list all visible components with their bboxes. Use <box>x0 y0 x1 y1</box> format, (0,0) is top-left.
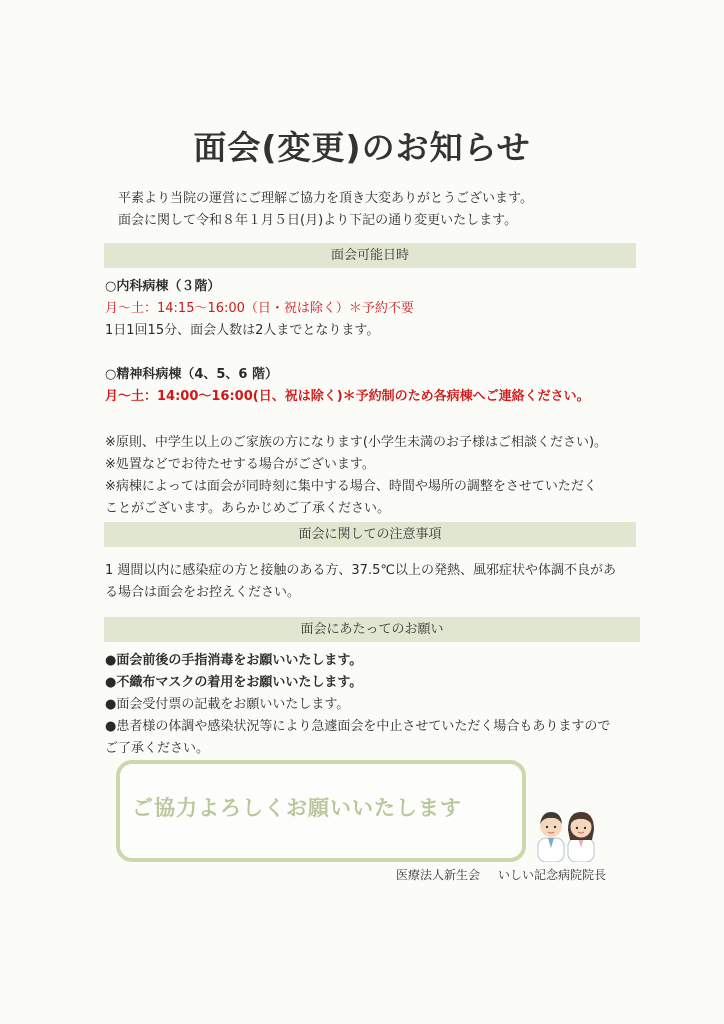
page-title: 面会(変更)のお知らせ <box>193 128 531 167</box>
intro-line: 面会に関して令和８年１月５日(月)より下記の通り変更いたします。 <box>118 213 518 228</box>
caution-line: 1 週間以内に感染症の方と接触のある方、37.5℃以上の発熱、風邪症状や体調不良があ <box>105 563 616 578</box>
request-item: ●患者様の体調や感染状況等により急遽面会を中止させていただく場合もありますので <box>105 719 611 734</box>
caution-text <box>105 560 645 604</box>
section-heading-visiting-hours: 面会可能日時 <box>104 243 636 268</box>
note-line: ことがございます。あらかじめご了承ください。 <box>105 501 390 516</box>
note-line: ※原則、中学生以上のご家族の方になります(小学生未満のお子様はご相談ください)。 <box>105 435 608 450</box>
thanks-message: ご協力よろしくお願いいたします <box>132 796 462 820</box>
ward-internal-medicine <box>105 276 414 342</box>
request-item: ●不織布マスクの着用をお願いいたします。 <box>105 675 363 690</box>
section-heading-requests: 面会にあたってのお願い <box>104 617 640 642</box>
request-item: ●面会受付票の記載をお願いいたします。 <box>105 697 350 712</box>
request-list <box>105 650 665 760</box>
ward-hours: 月～土：14:00～16:00(日、祝は除く)＊予約制のため各病棟へご連絡ください。 <box>105 389 590 404</box>
section-heading-cautions: 面会に関しての注意事項 <box>104 522 636 547</box>
ward-psychiatry <box>105 364 590 408</box>
request-item: ご了承ください。 <box>105 741 210 756</box>
note-line: ※処置などでお待たせする場合がございます。 <box>105 457 375 472</box>
ward-name: ○精神科病棟（4、5、6 階） <box>105 367 279 382</box>
request-item: ●面会前後の手指消毒をお願いいたします。 <box>105 653 363 668</box>
signature-org: 医療法人新生会 <box>396 868 481 882</box>
signature <box>396 866 606 883</box>
thanks-box <box>116 760 526 862</box>
doctors-illustration-icon <box>530 804 600 862</box>
visiting-notes <box>105 432 607 520</box>
note-line: ※病棟によっては面会が同時刻に集中する場合、時間や場所の調整をさせていただく <box>105 479 597 494</box>
intro-text <box>118 188 533 232</box>
ward-note: 1日1回15分、面会人数は2人までとなります。 <box>105 323 380 338</box>
caution-line: る場合は面会をお控えください。 <box>105 585 301 600</box>
intro-line: 平素より当院の運営にご理解ご協力を頂き大変ありがとうございます。 <box>118 191 533 206</box>
signature-title: いしい記念病院院長 <box>498 868 607 882</box>
ward-hours: 月～土：14:15～16:00（日・祝は除く）＊予約不要 <box>105 301 414 316</box>
ward-name: ○内科病棟（３階） <box>105 279 221 294</box>
